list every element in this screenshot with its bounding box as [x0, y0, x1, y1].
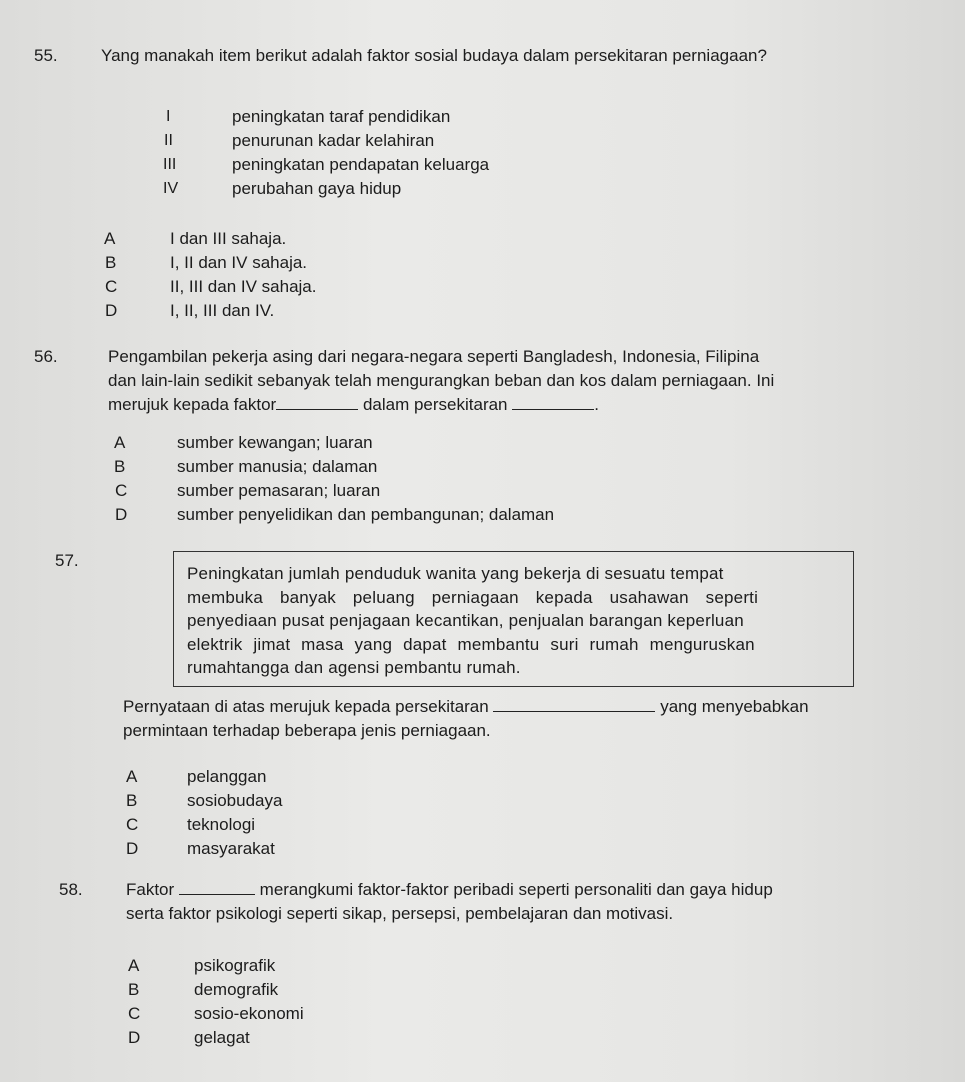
- question-text-line: [108, 395, 599, 415]
- option-text[interactable]: sosiobudaya: [187, 791, 283, 810]
- option-text[interactable]: I, II, III dan IV.: [170, 301, 275, 320]
- text-fragment: Pernyataan di atas merujuk kepada persekitaran: [123, 697, 489, 716]
- option-text[interactable]: psikografik: [194, 956, 276, 975]
- option-letter[interactable]: C: [105, 277, 118, 296]
- passage-line: [187, 562, 842, 586]
- option-text[interactable]: teknologi: [187, 815, 256, 834]
- answer-blank: [493, 697, 655, 712]
- question-number: 56.: [34, 347, 58, 366]
- option-letter[interactable]: B: [105, 253, 117, 272]
- option-text[interactable]: sumber penyelidikan dan pembangunan; dalaman: [177, 505, 555, 524]
- option-letter[interactable]: A: [128, 956, 140, 975]
- option-text[interactable]: masyarakat: [187, 839, 275, 858]
- question-text: Yang manakah item berikut adalah faktor sosial budaya dalam persekitaran perniagaan?: [101, 46, 767, 65]
- option-letter[interactable]: B: [126, 791, 138, 810]
- option-text[interactable]: demografik: [194, 980, 279, 999]
- option-letter[interactable]: A: [126, 767, 138, 786]
- option-letter[interactable]: C: [126, 815, 139, 834]
- option-text[interactable]: sosio-ekonomi: [194, 1004, 304, 1023]
- question-text-line: Pengambilan pekerja asing dari negara-negara seperti Bangladesh, Indonesia, Filipina: [108, 347, 760, 366]
- text-fragment: yang menyebabkan: [660, 697, 809, 716]
- text-fragment: merujuk kepada faktor: [108, 395, 277, 414]
- text-fragment: dalam persekitaran: [362, 395, 508, 414]
- option-letter[interactable]: D: [128, 1028, 141, 1047]
- option-text[interactable]: sumber kewangan; luaran: [177, 433, 373, 452]
- item-numeral: II: [164, 132, 173, 149]
- option-letter[interactable]: A: [104, 229, 116, 248]
- passage-line-text: Peningkatan jumlah penduduk wanita yang bekerja di sesuatu tempat: [187, 564, 724, 583]
- option-text[interactable]: I, II dan IV sahaja.: [170, 253, 308, 272]
- item-text: penurunan kadar kelahiran: [232, 131, 435, 150]
- passage-line: membuka banyak peluang perniagaan kepada usahawan seperti: [187, 587, 759, 607]
- option-text[interactable]: gelagat: [194, 1028, 250, 1047]
- question-text-line: serta faktor psikologi seperti sikap, persepsi, pembelajaran dan motivasi.: [126, 904, 674, 923]
- item-text: peningkatan taraf pendidikan: [232, 107, 451, 126]
- text-fragment: .: [594, 395, 599, 414]
- item-numeral: IV: [163, 180, 179, 197]
- option-letter[interactable]: B: [114, 457, 126, 476]
- item-numeral: III: [163, 156, 177, 173]
- option-letter[interactable]: D: [115, 505, 128, 524]
- text-fragment: Faktor: [126, 880, 175, 899]
- answer-blank: [276, 395, 358, 410]
- option-text[interactable]: sumber manusia; dalaman: [177, 457, 378, 476]
- passage-line: elektrik jimat masa yang dapat membantu suri rumah menguruskan: [187, 634, 755, 654]
- option-text[interactable]: II, III dan IV sahaja.: [170, 277, 317, 296]
- option-letter[interactable]: A: [114, 433, 126, 452]
- item-text: peningkatan pendapatan keluarga: [232, 155, 490, 174]
- passage-line: rumahtangga dan agensi pembantu rumah.: [187, 658, 521, 677]
- answer-blank: [179, 880, 255, 895]
- passage-line: penyediaan pusat penjagaan kecantikan, penjualan barangan keperluan: [187, 611, 744, 630]
- passage-text: [187, 562, 842, 680]
- answer-blank: [512, 395, 594, 410]
- option-letter[interactable]: D: [126, 839, 139, 858]
- option-text[interactable]: pelanggan: [187, 767, 267, 786]
- option-text[interactable]: sumber pemasaran; luaran: [177, 481, 381, 500]
- question-text-line: dan lain-lain sedikit sebanyak telah mengurangkan beban dan kos dalam perniagaan. Ini: [108, 371, 775, 390]
- question-number: 57.: [55, 551, 79, 570]
- option-text[interactable]: I dan III sahaja.: [170, 229, 287, 248]
- question-number: 58.: [59, 880, 83, 899]
- option-letter[interactable]: C: [128, 1004, 141, 1023]
- option-letter[interactable]: C: [115, 481, 128, 500]
- question-text-line: permintaan terhadap beberapa jenis perniagaan.: [123, 721, 491, 740]
- item-text: perubahan gaya hidup: [232, 179, 402, 198]
- question-text-line: [123, 697, 809, 717]
- option-letter[interactable]: D: [105, 301, 118, 320]
- question-text-line: [126, 880, 773, 900]
- text-fragment: merangkumi faktor-faktor peribadi seperti personaliti dan gaya hidup: [259, 880, 773, 899]
- option-letter[interactable]: B: [128, 980, 140, 999]
- item-numeral: I: [166, 108, 171, 125]
- question-number: 55.: [34, 46, 58, 65]
